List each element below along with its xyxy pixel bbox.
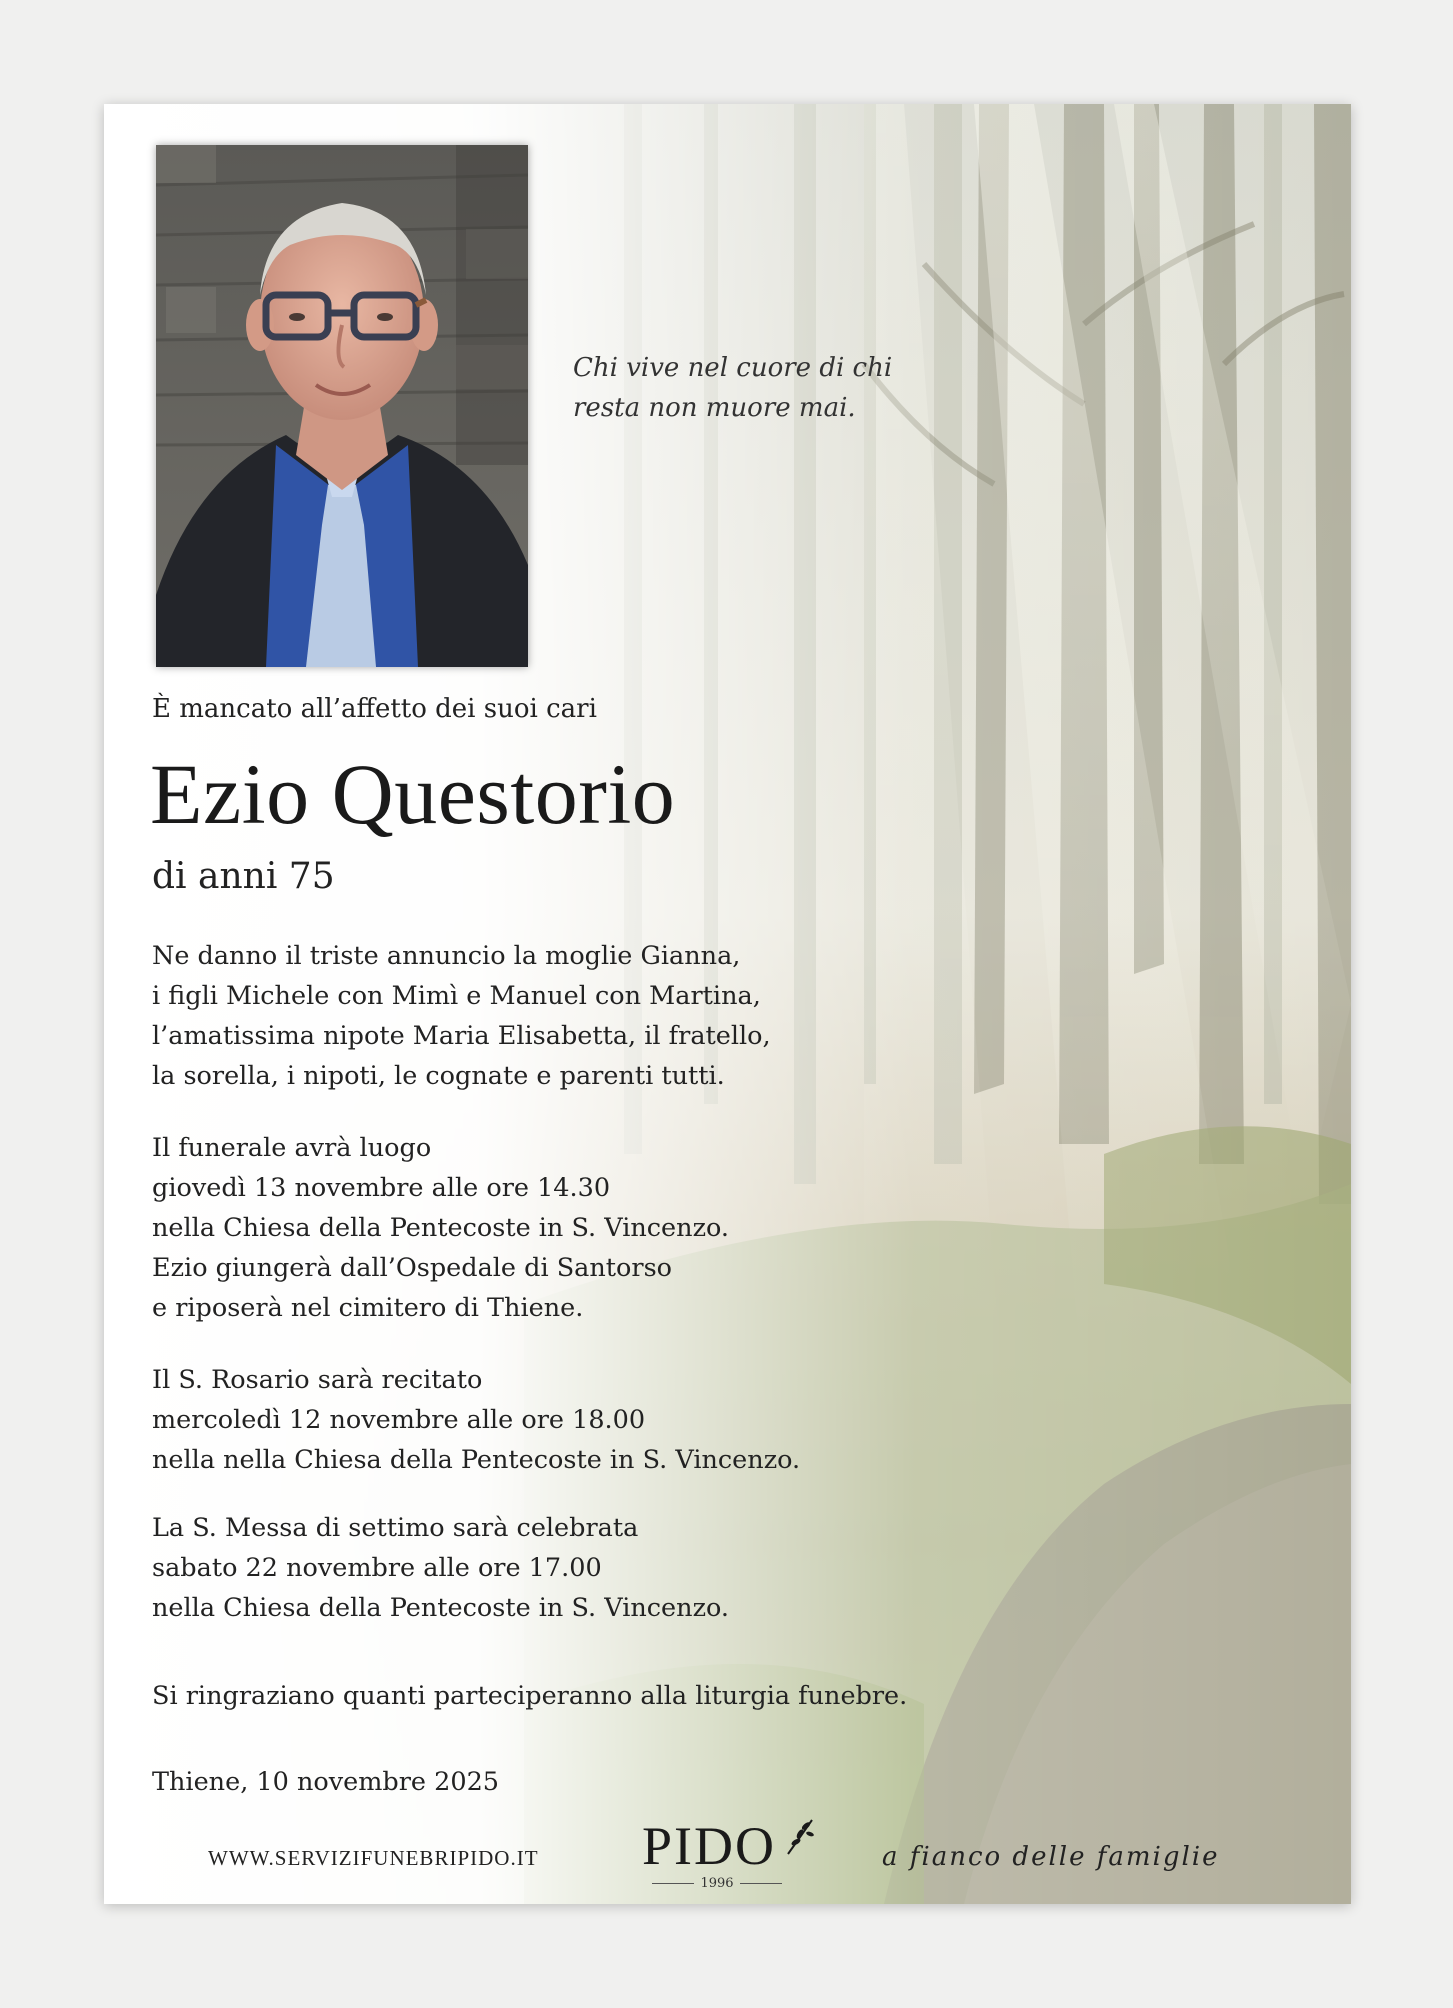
deceased-name: Ezio Questorio — [150, 746, 676, 842]
thanks-paragraph: Si ringraziano quanti parteciperanno alla liturgia funebre. — [152, 1681, 908, 1711]
place-date: Thiene, 10 novembre 2025 — [152, 1767, 500, 1797]
pido-logo — [642, 1816, 822, 1896]
olive-branch-icon — [784, 1816, 816, 1856]
funeral-paragraph: Il funerale avrà luogo giovedì 13 novembre alle ore 14.30 nella Chiesa della Pentecoste in S. Vincenzo. Ezio giungerà dall’Ospedale di Santorso e riposerà nel cimitero di Thiene. — [152, 1133, 730, 1323]
mass-paragraph: La S. Messa di settimo sarà celebrata sabato 22 novembre alle ore 17.00 nella Chiesa della Pentecoste in S. Vincenzo. — [152, 1513, 730, 1623]
deceased-portrait-photo — [156, 145, 528, 667]
logo-year-row — [642, 1876, 792, 1891]
logo-name: PIDO — [642, 1816, 777, 1876]
website-link[interactable]: WWW.SERVIZIFUNEBRIPIDO.IT — [208, 1846, 539, 1870]
tagline: a fianco delle famiglie — [882, 1842, 1220, 1872]
memorial-quote: Chi vive nel cuore di chi resta non muore mai. — [573, 353, 893, 423]
rosary-paragraph: Il S. Rosario sarà recitato mercoledì 12 novembre alle ore 18.00 nella nella Chiesa della Pentecoste in S. Vincenzo. — [152, 1365, 801, 1475]
logo-year: 1996 — [700, 1876, 734, 1891]
announcement-paragraph: Ne danno il triste annuncio la moglie Gianna, i figli Michele con Mimì e Manuel con Martina, l’amatissima nipote Maria Elisabetta, il fratello, la sorella, i nipoti, le cognate e parenti tutti. — [152, 941, 771, 1091]
obituary-sheet — [104, 104, 1351, 1904]
intro-text: È mancato all’affetto dei suoi cari — [152, 694, 597, 724]
deceased-age: di anni 75 — [152, 856, 335, 897]
